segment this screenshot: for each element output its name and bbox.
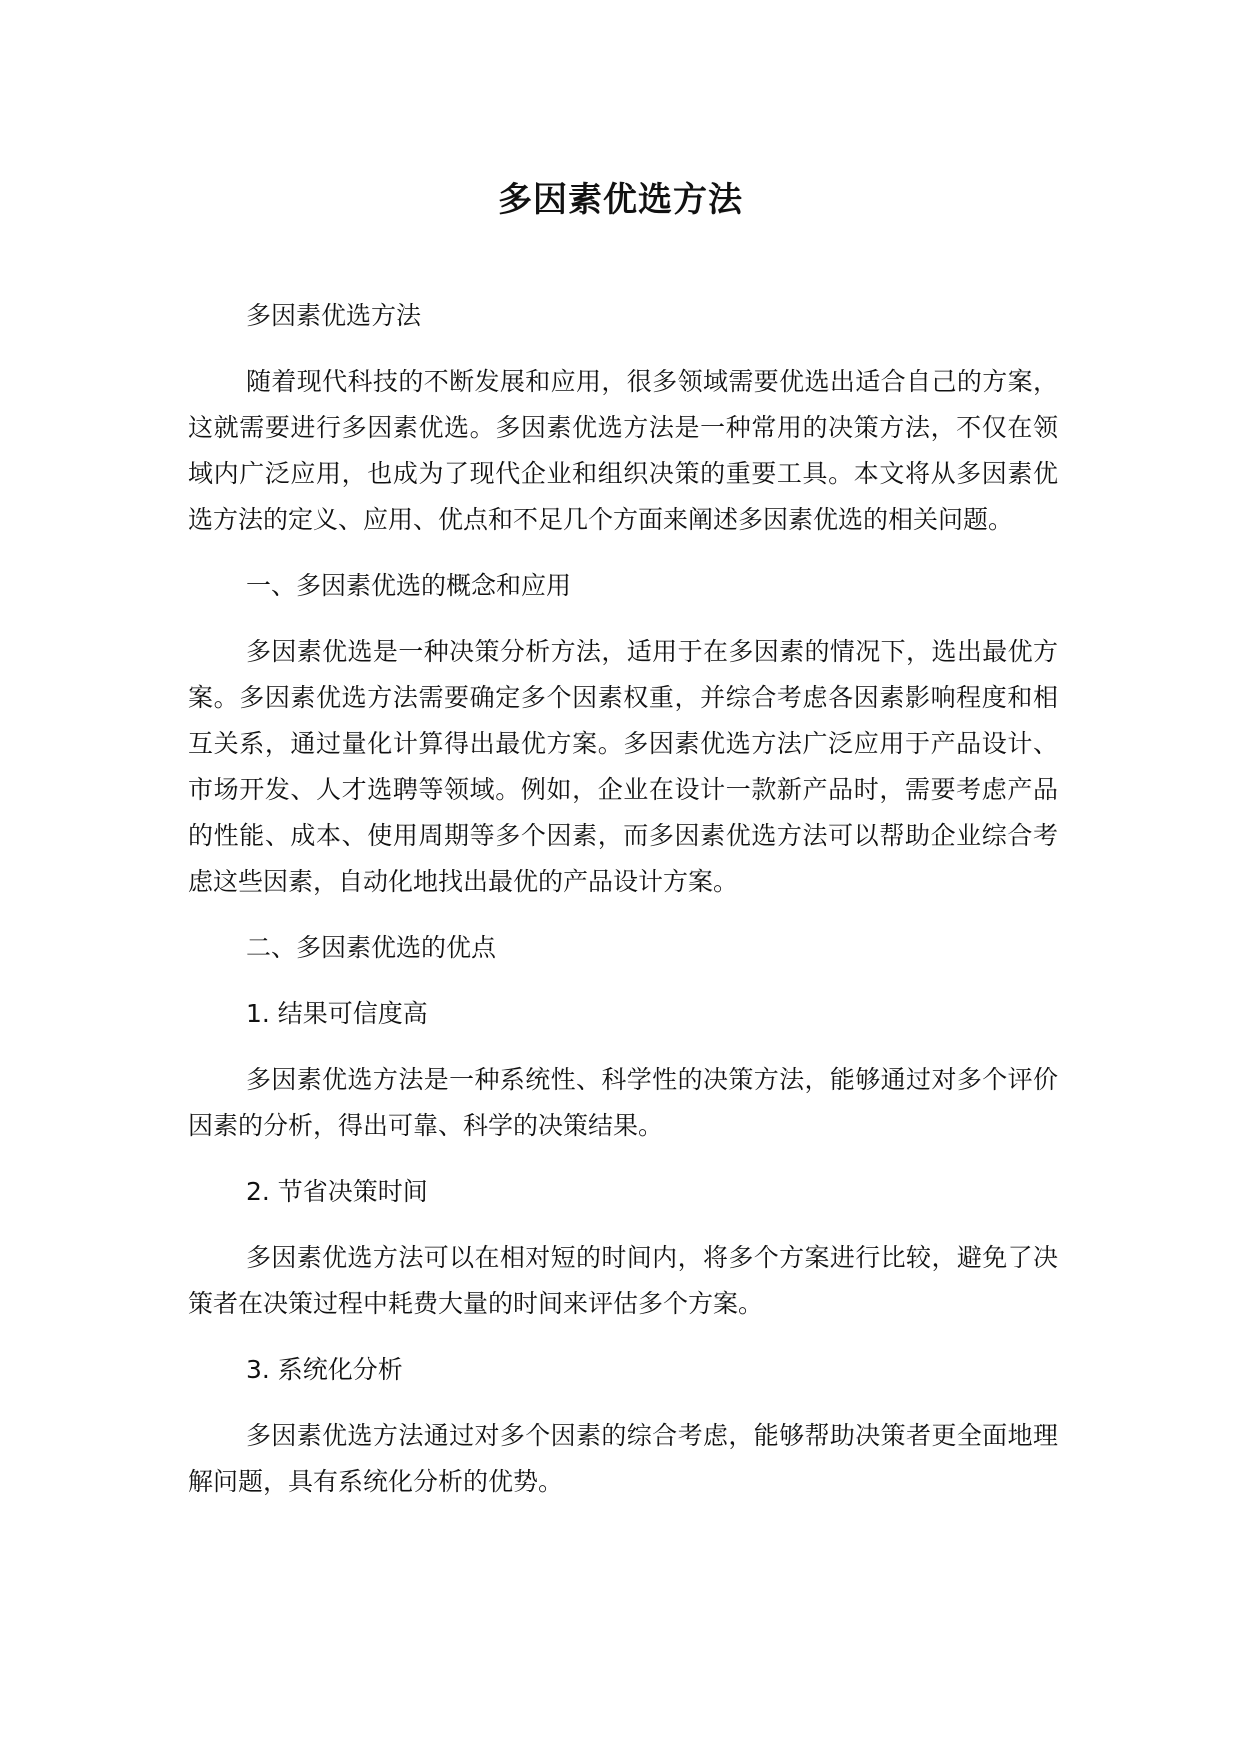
advantage-2-heading: 2. 节省决策时间 (246, 1177, 428, 1206)
advantage-3-heading: 3. 系统化分析 (246, 1355, 403, 1384)
intro-paragraph: 随着现代科技的不断发展和应用，很多领域需要优选出适合自己的方案，这就需要进行多因素优选。多因素优选方法是一种常用的决策方法，不仅在领域内广泛应用，也成为了现代企业和组织决策的重要工具。本文将从多因素优选方法的定义、应用、优点和不足几个方面来阐述多因素优选的相关问题。 (188, 367, 1058, 534)
document-body (188, 293, 1058, 1525)
advantage-1-heading: 1. 结果可信度高 (246, 999, 428, 1028)
document-subtitle: 多因素优选方法 (246, 301, 422, 330)
advantage-2-paragraph: 多因素优选方法可以在相对短的时间内，将多个方案进行比较，避免了决策者在决策过程中耗费大量的时间来评估多个方案。 (188, 1243, 1058, 1318)
section-2-heading: 二、多因素优选的优点 (246, 933, 497, 962)
section-1-paragraph: 多因素优选是一种决策分析方法，适用于在多因素的情况下，选出最优方案。多因素优选方法需要确定多个因素权重，并综合考虑各因素影响程度和相互关系，通过量化计算得出最优方案。多因素优选方法广泛应用于产品设计、市场开发、人才选聘等领域。例如，企业在设计一款新产品时，需要考虑产品的性能、成本、使用周期等多个因素，而多因素优选方法可以帮助企业综合考虑这些因素，自动化地找出最优的产品设计方案。 (188, 637, 1058, 896)
document-title: 多因素优选方法 (498, 180, 743, 220)
advantage-3-paragraph: 多因素优选方法通过对多个因素的综合考虑，能够帮助决策者更全面地理解问题，具有系统化分析的优势。 (188, 1421, 1058, 1496)
advantage-1-paragraph: 多因素优选方法是一种系统性、科学性的决策方法，能够通过对多个评价因素的分析，得出可靠、科学的决策结果。 (188, 1065, 1058, 1140)
section-1-heading: 一、多因素优选的概念和应用 (246, 571, 572, 600)
